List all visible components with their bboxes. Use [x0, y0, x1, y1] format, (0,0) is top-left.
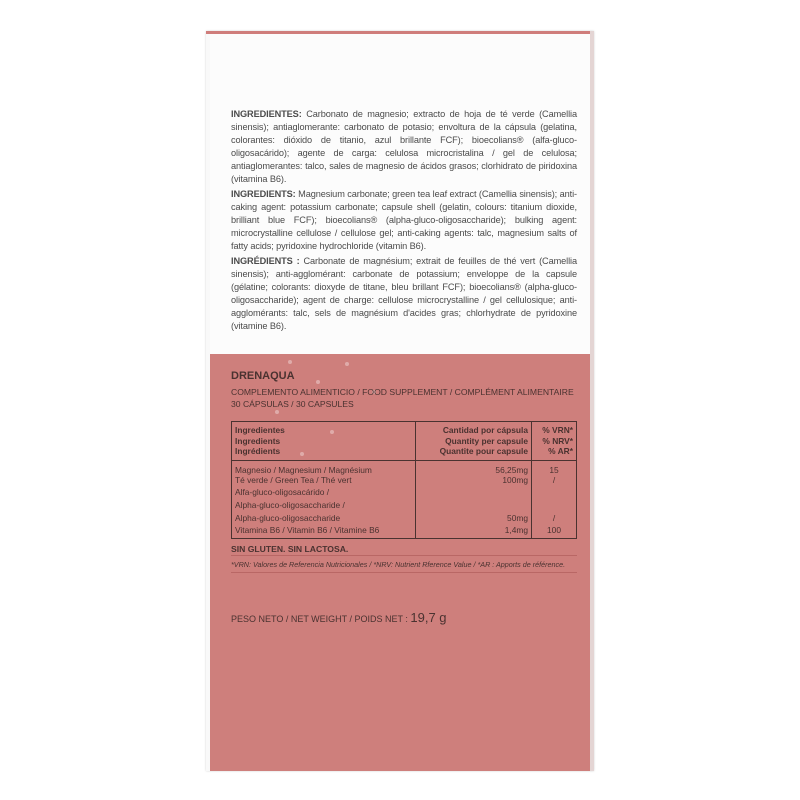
row-name: Alpha-gluco-oligosaccharide: [235, 512, 341, 523]
ingredients-es-heading: INGREDIENTES:: [231, 109, 302, 119]
row-qty: 100mg: [415, 475, 531, 486]
table-header-row: [232, 422, 577, 461]
divider: [231, 572, 577, 573]
emboss-dot: [288, 360, 292, 364]
header-quantity: [415, 422, 531, 461]
product-name: DRENAQUA: [231, 370, 295, 382]
box-right-edge: [590, 31, 594, 771]
row-qty: 50mg: [415, 512, 531, 525]
net-weight: [231, 610, 447, 625]
row-name: Té verde / Green Tea / Thé vert: [235, 475, 352, 485]
net-weight-label: PESO NETO / NET WEIGHT / POIDS NET :: [231, 614, 411, 624]
row-name: Alfa-gluco-oligosacárido /: [235, 486, 330, 497]
header-quantity-es: Cantidad por cápsula: [442, 425, 528, 435]
product-info: [231, 370, 577, 410]
reference-footnote: *VRN: Valores de Referencia Nutricionales / *NRV: Nutrient Rference Value / *AR : Apports de référence.: [231, 560, 566, 569]
emboss-dot: [345, 362, 349, 366]
header-percent: [532, 422, 577, 461]
header-ingredients-es: Ingredientes: [235, 425, 285, 435]
row-name: Vitamina B6 / Vitamin B6 / Vitamine B6: [235, 524, 380, 535]
table-row: [232, 486, 577, 499]
nutrition-table: [231, 421, 577, 539]
row-name: Alpha-gluco-oligosaccharide /: [235, 499, 345, 510]
header-ingredients: [232, 422, 416, 461]
row-pct: /: [532, 475, 577, 486]
ingredients-en-heading: INGREDIENTS:: [231, 189, 296, 199]
product-count: 30 CÁPSULAS / 30 CAPSULES: [231, 399, 354, 409]
gluten-lactose-notice: SIN GLUTEN. SIN LACTOSA.: [231, 544, 349, 554]
ingredients-fr-heading: INGRÉDIENTS :: [231, 256, 300, 266]
row-name: Magnesio / Magnesium / Magnésium: [235, 464, 372, 475]
row-qty: [415, 486, 531, 499]
ingredients-fr-text: Carbonate de magnésium; extrait de feuilles de thé vert (Camellia sinensis); anti-agglomérant: carbonate de potassium; enveloppe de la capsule (gélatine; colorants: dioxyde de titane, bleu brillant FCF); bioecolians® (alpha-gluco-oligosaccharide); agent de charge: cellulose microcrystalline / gel cellulosique; anti-agglomérants: talc, sels de magnésium d'acides gras; chlorhydrate de pyridoxine (vitamine B6).: [231, 256, 577, 331]
header-quantity-fr: Quantite pour capsule: [439, 446, 528, 456]
header-percent-fr: % AR*: [548, 446, 573, 456]
header-ingredients-fr: Ingrédients: [235, 446, 281, 456]
emboss-dot: [275, 410, 279, 414]
row-pct: [532, 486, 577, 499]
header-ingredients-en: Ingredients: [235, 435, 281, 446]
row-pct: /: [532, 512, 577, 525]
row-pct: [532, 499, 577, 512]
ingredients-section: [231, 108, 577, 335]
header-percent-en: % NRV*: [542, 435, 573, 446]
table-body: [232, 460, 577, 539]
row-qty: [415, 499, 531, 512]
header-percent-es: % VRN*: [542, 425, 573, 435]
header-quantity-en: Quantity per capsule: [445, 435, 528, 446]
divider: [231, 555, 577, 556]
ingredients-es: [231, 108, 577, 186]
ingredients-en-text: Magnesium carbonate; green tea leaf extract (Camellia sinensis); anti-caking agent: potassium carbonate; capsule shell (gelatin, colours: titanium dioxide, brilliant blue FCF); bioecolians® (alpha-gluco-oligosaccharide); bulking agent: microcrystalline cellulose / cellulose gel; anti-caking agents: talc, magnesium salts of fatty acids; pyridoxine hydrochloride (vitamin B6).: [231, 189, 577, 251]
row-qty: 1,4mg: [415, 525, 531, 539]
table-row: [232, 525, 577, 539]
row-pct: 15: [532, 460, 577, 475]
row-pct: 100: [532, 525, 577, 539]
ingredients-en: [231, 188, 577, 253]
net-weight-value: 19,7 g: [410, 610, 447, 625]
table-row: [232, 475, 577, 486]
table-row: [232, 460, 577, 475]
table-row: [232, 499, 577, 512]
row-qty: 56,25mg: [415, 460, 531, 475]
table-row: [232, 512, 577, 525]
product-type: COMPLEMENTO ALIMENTICIO / FOOD SUPPLEMENT / COMPLÉMENT ALIMENTAIRE: [231, 387, 574, 397]
ingredients-fr: [231, 255, 577, 333]
ingredients-es-text: Carbonato de magnesio; extracto de hoja de té verde (Camellia sinensis); antiaglomerante: carbonato de potasio; envoltura de la cápsula (gelatina, colorantes: dióxido de titanio, azul brillante FCF); bioecolians® (alfa-gluco-oligosacárido); agente de carga: celulosa microcristalina / gel de celulosa; antiaglomerantes: talco, sales de magnesio de ácidos grasos; clorhidrato de piridoxina (vitamina B6).: [231, 109, 577, 184]
